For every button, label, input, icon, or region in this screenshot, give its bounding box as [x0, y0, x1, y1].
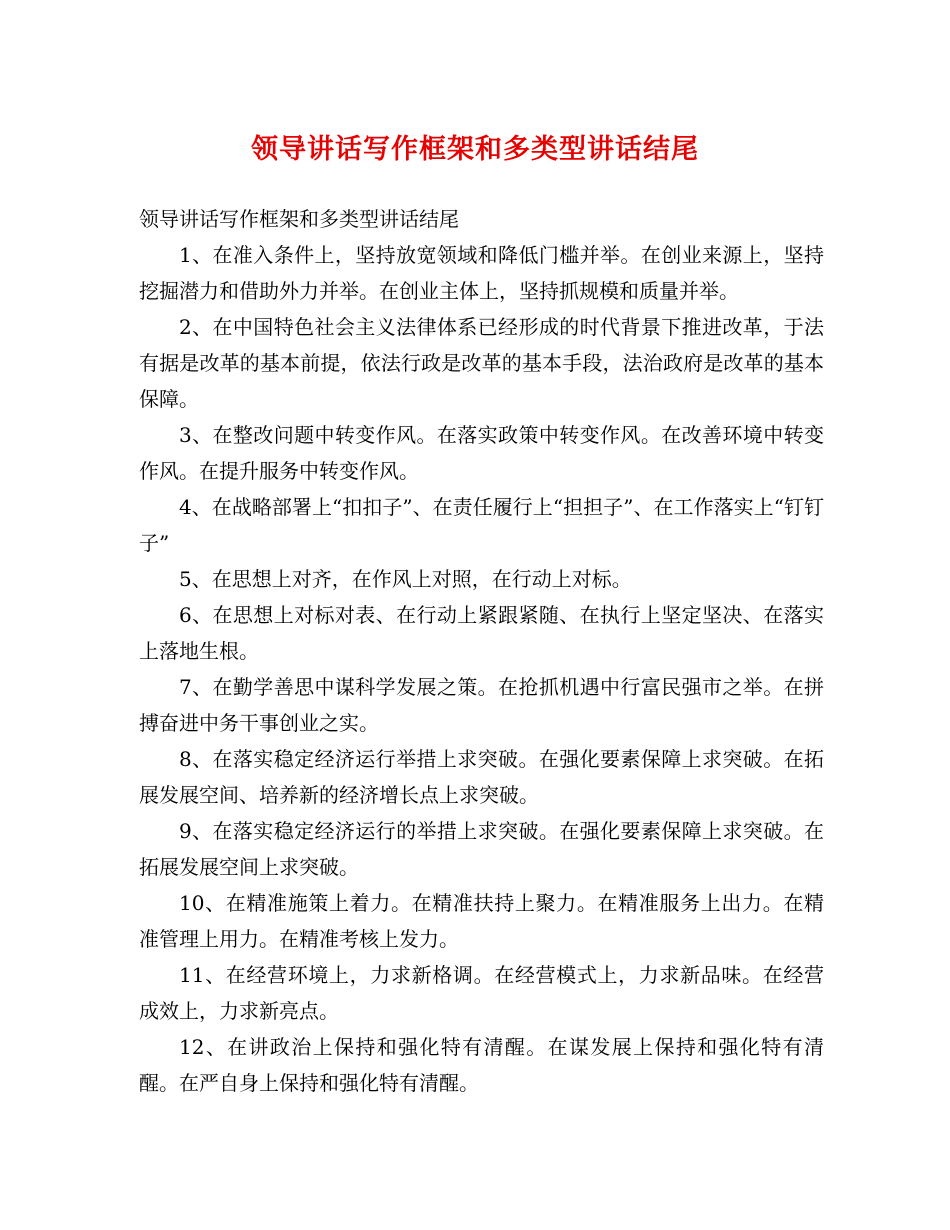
paragraph-4: 4、在战略部署上“扣扣子”、在责任履行上“担担子”、在工作落实上“钉钉子”: [139, 495, 824, 555]
paragraph-9: 9、在落实稳定经济运行的举措上求突破。在强化要素保障上求突破。在拓展发展空间上求突破。: [139, 819, 824, 879]
paragraph-8: 8、在落实稳定经济运行举措上求突破。在强化要素保障上求突破。在拓展发展空间、培养新的经济增长点上求突破。: [139, 747, 824, 807]
document-title: 领导讲话写作框架和多类型讲话结尾: [251, 134, 699, 165]
paragraph-5: 5、在思想上对齐，在作风上对照，在行动上对标。: [179, 567, 632, 591]
paragraph-6: 6、在思想上对标对表、在行动上紧跟紧随、在执行上坚定坚决、在落实上落地生根。: [139, 603, 824, 663]
document-subtitle: 领导讲话写作框架和多类型讲话结尾: [139, 207, 459, 231]
paragraph-12: 12、在讲政治上保持和强化特有清醒。在谋发展上保持和强化特有清醒。在严自身上保持和强化特有清醒。: [139, 1035, 824, 1095]
paragraph-10: 10、在精准施策上着力。在精准扶持上聚力。在精准服务上出力。在精准管理上用力。在精准考核上发力。: [139, 891, 824, 951]
paragraph-7: 7、在勤学善思中谋科学发展之策。在抢抓机遇中行富民强市之举。在拼搏奋进中务干事创业之实。: [139, 675, 824, 735]
paragraph-11: 11、在经营环境上，力求新格调。在经营模式上，力求新品味。在经营成效上，力求新亮点。: [139, 963, 824, 1023]
paragraph-2: 2、在中国特色社会主义法律体系已经形成的时代背景下推进改革，于法有据是改革的基本前提，依法行政是改革的基本手段，法治政府是改革的基本保障。: [139, 315, 824, 411]
paragraph-3: 3、在整改问题中转变作风。在落实政策中转变作风。在改善环境中转变作风。在提升服务中转变作风。: [139, 423, 824, 483]
document-body: [139, 201, 824, 1101]
paragraph-1: 1、在准入条件上，坚持放宽领域和降低门槛并举。在创业来源上，坚持挖掘潜力和借助外力并举。在创业主体上，坚持抓规模和质量并举。: [139, 243, 824, 303]
